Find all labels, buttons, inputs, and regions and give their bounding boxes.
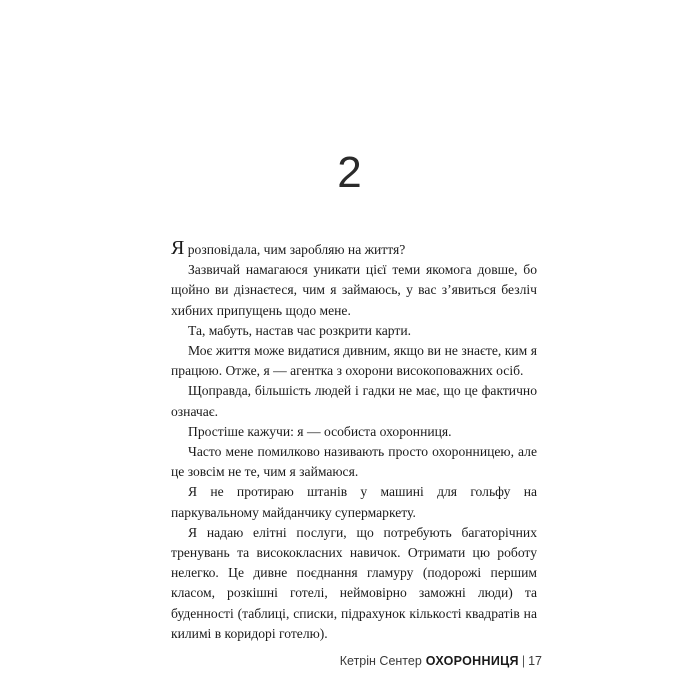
- chapter-body: [171, 239, 537, 644]
- paragraph-2: Зазвичай намагаюся уникати цієї теми якомога довше, бо щойно ви дізнаєтеся, чим я займаюсь, у вас з’явиться безліч хибних припущень щодо мене.: [171, 262, 537, 318]
- drop-cap-letter: Я: [171, 237, 185, 259]
- paragraph-5: Щоправда, більшість людей і гадки не має, що це фактично означає.: [171, 383, 537, 419]
- paragraph-3: Та, мабуть, настав час розкрити карти.: [188, 322, 411, 338]
- paragraph-7: Часто мене помилково називають просто охоронницею, але це зовсім не те, чим я займаюся.: [171, 444, 537, 480]
- chapter-number: 2: [337, 148, 363, 197]
- paragraph-9: Я надаю елітні послуги, що потребують багаторічних тренувань та висококласних навичок. Отримати цю роботу нелегко. Це дивне поєднання гламуру (подорожі першим класом, розкішні готелі, неймовірно заможні люди) та буденності (таблиці, списки, підрахунок кількості квадратів на килимі в коридорі готелю).: [171, 524, 537, 641]
- paragraph-8: Я не протираю штанів у машині для гольфу на паркувальному майданчику супермаркету.: [171, 484, 537, 520]
- footer-separator: |: [521, 654, 526, 668]
- paragraph-1-text: розповідала, чим заробляю на життя?: [184, 242, 406, 257]
- paragraph-4: Моє життя може видатися дивним, якщо ви не знаєте, ким я працюю. Отже, я — агентка з охорони високоповажних осіб.: [171, 343, 537, 379]
- running-footer: [340, 653, 542, 669]
- page-number: 17: [528, 654, 542, 668]
- paragraph-1: [171, 239, 537, 260]
- footer-author: Кетрін Сентер: [339, 654, 422, 668]
- paragraph-6: Простіше кажучи: я — особиста охоронниця.: [188, 423, 452, 439]
- footer-book-title: ОХОРОННИЦЯ: [425, 654, 519, 668]
